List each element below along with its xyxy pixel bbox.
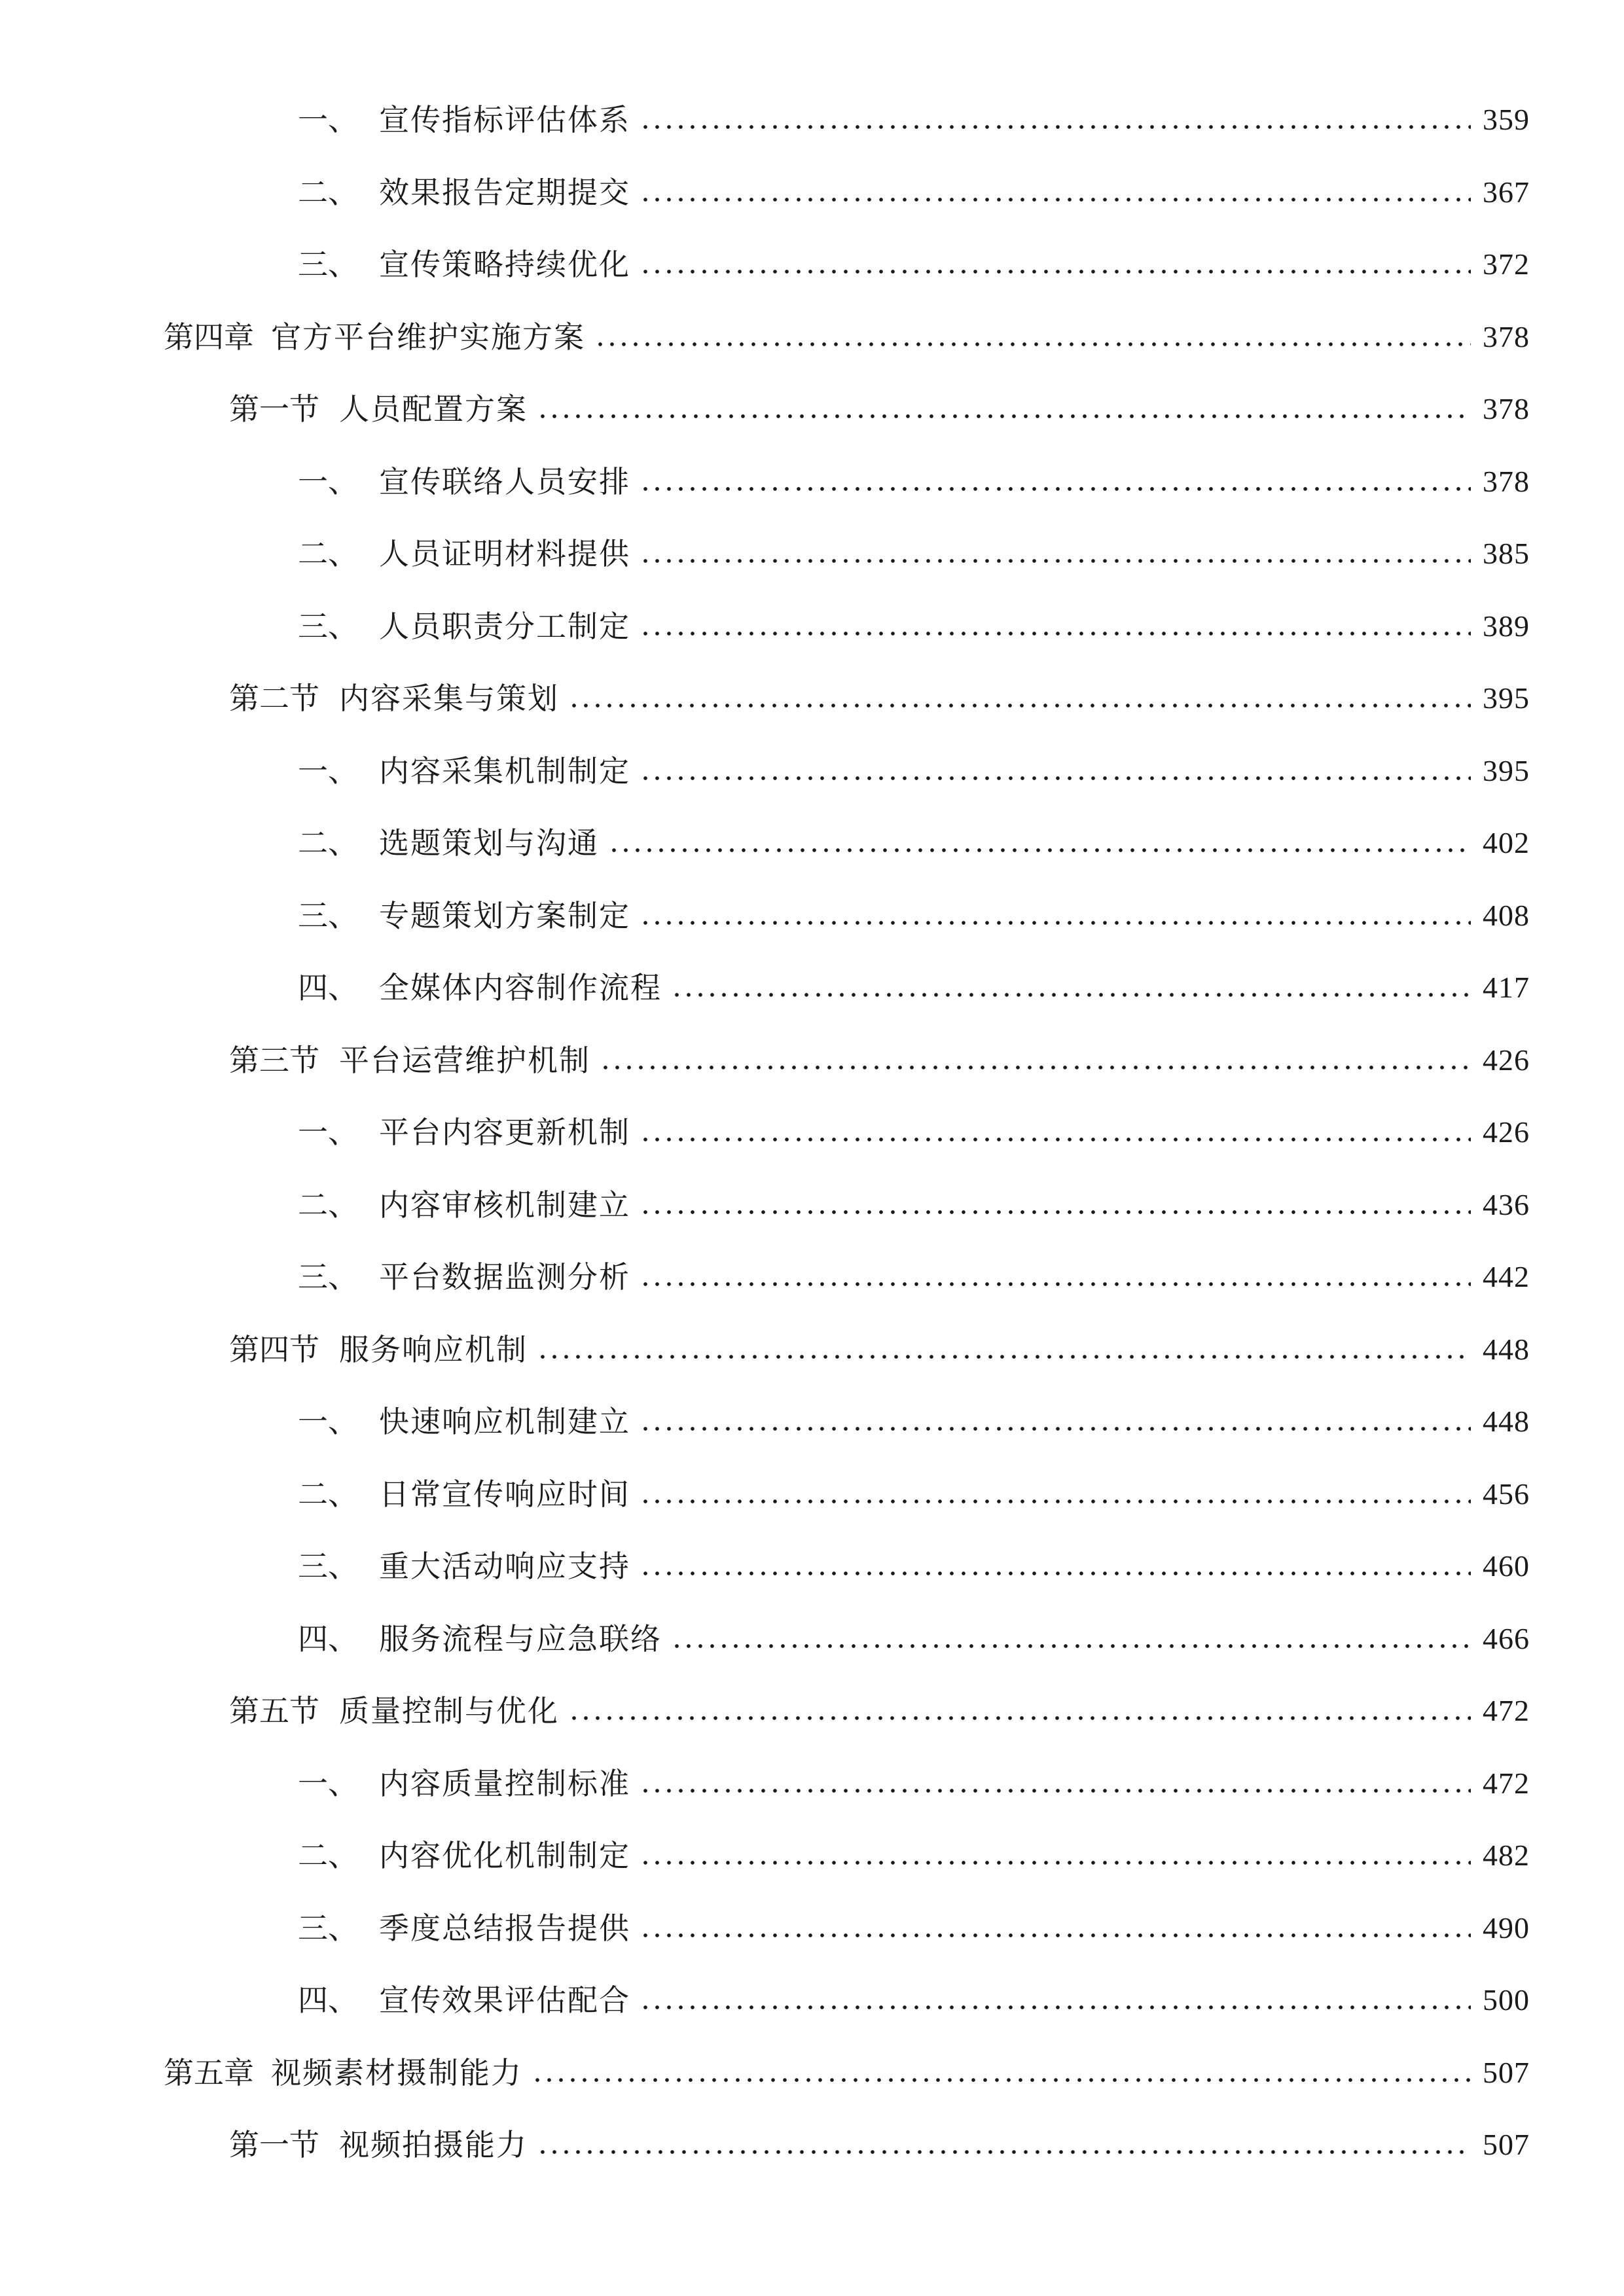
toc-entry-item[interactable]: [298, 1103, 1530, 1162]
toc-entry-page-number: 448: [1483, 1332, 1530, 1366]
dot-leader: [671, 1626, 1471, 1652]
toc-entry-page-number: 426: [1483, 1115, 1530, 1149]
toc-entry-item[interactable]: [298, 742, 1530, 800]
toc-entry-page-number: 472: [1483, 1694, 1530, 1727]
dot-leader: [537, 1336, 1471, 1363]
toc-entry-item[interactable]: [298, 90, 1530, 149]
toc-entry-section[interactable]: [229, 1681, 1530, 1740]
dot-leader: [640, 1770, 1471, 1797]
toc-entry-page-number: 389: [1483, 609, 1530, 643]
toc-entry-page-number: 417: [1483, 971, 1530, 1004]
toc-entry-title: 视频拍摄能力: [339, 2127, 528, 2162]
dot-leader: [640, 1192, 1471, 1218]
toc-entry-title: 选题策划与沟通: [379, 825, 599, 861]
dot-leader: [640, 613, 1471, 639]
toc-entry-title: 内容采集与策划: [339, 681, 559, 716]
dot-leader: [640, 1408, 1471, 1435]
dot-leader: [671, 975, 1471, 1001]
dot-leader: [532, 2060, 1471, 2086]
dot-leader: [640, 758, 1471, 784]
toc-entry-item[interactable]: [298, 235, 1530, 294]
toc-entry-title: 人员职责分工制定: [379, 608, 630, 644]
dot-leader: [640, 1915, 1471, 1941]
toc-entry-title: 平台内容更新机制: [379, 1115, 630, 1150]
toc-entry-title: 官方平台维护实施方案: [271, 319, 585, 355]
dot-leader: [640, 903, 1471, 929]
dot-leader: [568, 1698, 1471, 1724]
toc-entry-page-number: 490: [1483, 1910, 1530, 1945]
toc-entry-item[interactable]: [298, 1465, 1530, 1524]
toc-entry-number: 四、: [298, 1982, 358, 2018]
toc-entry-number: 第二节: [229, 681, 319, 716]
toc-entry-title: 效果报告定期提交: [379, 174, 630, 210]
toc-entry-page-number: 359: [1483, 103, 1530, 136]
toc-entry-section[interactable]: [229, 1031, 1530, 1090]
toc-entry-chapter[interactable]: [164, 308, 1530, 367]
toc-entry-number: 二、: [298, 174, 358, 210]
toc-entry-item[interactable]: [298, 597, 1530, 656]
dot-leader: [640, 1119, 1471, 1145]
toc-entry-number: 三、: [298, 897, 358, 933]
dot-leader: [640, 1987, 1471, 2013]
toc-entry-title: 全媒体内容制作流程: [379, 970, 662, 1005]
toc-entry-number: 一、: [298, 1404, 358, 1439]
dot-leader: [640, 179, 1471, 206]
toc-entry-number: 一、: [298, 102, 358, 137]
dot-leader: [568, 685, 1471, 711]
toc-entry-title: 宣传指标评估体系: [379, 102, 630, 137]
toc-entry-title: 视频素材摄制能力: [271, 2054, 522, 2090]
toc-entry-number: 三、: [298, 608, 358, 644]
toc-entry-section[interactable]: [229, 669, 1530, 728]
dot-leader: [608, 830, 1471, 856]
toc-entry-page-number: 426: [1483, 1043, 1530, 1077]
toc-entry-section[interactable]: [229, 1320, 1530, 1379]
toc-entry-section[interactable]: [229, 2115, 1530, 2174]
toc-entry-item[interactable]: [298, 1971, 1530, 2030]
toc-entry-page-number: 367: [1483, 175, 1530, 209]
toc-entry-number: 第一节: [229, 391, 319, 427]
toc-entry-page-number: 378: [1483, 392, 1530, 425]
toc-entry-page-number: 402: [1483, 826, 1530, 859]
toc-entry-number: 二、: [298, 536, 358, 571]
toc-entry-item[interactable]: [298, 1826, 1530, 1885]
toc-entry-page-number: 448: [1483, 1405, 1530, 1438]
toc-entry-item[interactable]: [298, 452, 1530, 511]
toc-entry-page-number: 500: [1483, 1983, 1530, 2017]
toc-entry-page-number: 395: [1483, 753, 1530, 787]
toc-entry-number: 第四章: [164, 319, 254, 355]
toc-entry-item[interactable]: [298, 814, 1530, 872]
toc-entry-title: 内容质量控制标准: [379, 1765, 630, 1801]
toc-entry-title: 服务流程与应急联络: [379, 1621, 662, 1657]
toc-entry-page-number: 460: [1483, 1549, 1530, 1583]
toc-entry-title: 内容优化机制制定: [379, 1838, 630, 1873]
toc-entry-page-number: 385: [1483, 537, 1530, 570]
toc-entry-number: 一、: [298, 753, 358, 789]
toc-entry-number: 二、: [298, 1838, 358, 1873]
toc-entry-number: 四、: [298, 970, 358, 1005]
toc-entry-page-number: 372: [1483, 247, 1530, 281]
dot-leader: [640, 1264, 1471, 1290]
toc-entry-number: 一、: [298, 1765, 358, 1801]
toc-entry-item[interactable]: [298, 1392, 1530, 1451]
toc-entry-number: 第一节: [229, 2127, 319, 2162]
toc-entry-title: 快速响应机制建立: [379, 1404, 630, 1439]
dot-leader: [640, 1481, 1471, 1507]
toc-entry-number: 第三节: [229, 1042, 319, 1078]
toc-entry-item[interactable]: [298, 1899, 1530, 1958]
toc-entry-number: 二、: [298, 825, 358, 861]
toc-entry-section[interactable]: [229, 380, 1530, 439]
dot-leader: [640, 1553, 1471, 1579]
toc-entry-title: 人员配置方案: [339, 391, 528, 427]
toc-entry-title: 平台数据监测分析: [379, 1259, 630, 1295]
toc-entry-page-number: 482: [1483, 1839, 1530, 1872]
toc-entry-number: 三、: [298, 1549, 358, 1584]
toc-entry-page-number: 378: [1483, 319, 1530, 353]
toc-entry-page-number: 507: [1483, 2055, 1530, 2089]
toc-entry-title: 宣传效果评估配合: [379, 1982, 630, 2018]
toc-entry-item[interactable]: [298, 1175, 1530, 1234]
toc-entry-title: 平台运营维护机制: [339, 1042, 590, 1078]
dot-leader: [640, 251, 1471, 278]
toc-entry-item[interactable]: [298, 1754, 1530, 1813]
toc-entry-item[interactable]: [298, 1537, 1530, 1596]
dot-leader: [537, 396, 1471, 422]
dot-leader: [640, 469, 1471, 495]
toc-entry-title: 专题策划方案制定: [379, 897, 630, 933]
toc-entry-number: 一、: [298, 463, 358, 499]
toc-entry-number: 三、: [298, 247, 358, 282]
dot-leader: [640, 107, 1471, 133]
toc-entry-number: 三、: [298, 1910, 358, 1946]
toc-entry-page-number: 507: [1483, 2128, 1530, 2161]
toc-entry-page-number: 378: [1483, 464, 1530, 498]
dot-leader: [600, 1047, 1471, 1073]
toc-entry-page-number: 436: [1483, 1187, 1530, 1221]
toc-entry-title: 内容采集机制制定: [379, 753, 630, 789]
toc-entry-title: 内容审核机制建立: [379, 1187, 630, 1223]
dot-leader: [537, 2132, 1471, 2158]
toc-entry-item[interactable]: [298, 163, 1530, 222]
toc-entry-number: 三、: [298, 1259, 358, 1295]
toc-entry-number: 第四节: [229, 1331, 319, 1367]
toc-entry-number: 二、: [298, 1476, 358, 1512]
toc-entry-item[interactable]: [298, 1247, 1530, 1306]
toc-entry-item[interactable]: [298, 886, 1530, 945]
toc-entry-title: 宣传策略持续优化: [379, 247, 630, 282]
toc-entry-page-number: 395: [1483, 681, 1530, 715]
toc-entry-number: 二、: [298, 1187, 358, 1223]
toc-entry-page-number: 456: [1483, 1477, 1530, 1511]
dot-leader: [640, 541, 1471, 567]
toc-entry-page-number: 408: [1483, 898, 1530, 932]
toc-entry-chapter[interactable]: [164, 2043, 1530, 2102]
toc-entry-page-number: 442: [1483, 1260, 1530, 1293]
toc-entry-page-number: 472: [1483, 1766, 1530, 1800]
toc-entry-number: 一、: [298, 1115, 358, 1150]
toc-entry-item[interactable]: [298, 524, 1530, 583]
dot-leader: [594, 324, 1471, 350]
toc-entry-item[interactable]: [298, 1609, 1530, 1668]
toc-entry-title: 质量控制与优化: [339, 1693, 559, 1729]
toc-entry-item[interactable]: [298, 958, 1530, 1017]
toc-entry-title: 重大活动响应支持: [379, 1549, 630, 1584]
toc-entry-title: 宣传联络人员安排: [379, 463, 630, 499]
toc-entry-page-number: 466: [1483, 1621, 1530, 1655]
toc-entry-title: 人员证明材料提供: [379, 536, 630, 571]
toc-entry-title: 服务响应机制: [339, 1331, 528, 1367]
toc-entry-title: 日常宣传响应时间: [379, 1476, 630, 1512]
toc-entry-number: 第五节: [229, 1693, 319, 1729]
dot-leader: [640, 1842, 1471, 1869]
toc-entry-number: 四、: [298, 1621, 358, 1657]
toc-entry-number: 第五章: [164, 2054, 254, 2090]
toc-entry-title: 季度总结报告提供: [379, 1910, 630, 1946]
